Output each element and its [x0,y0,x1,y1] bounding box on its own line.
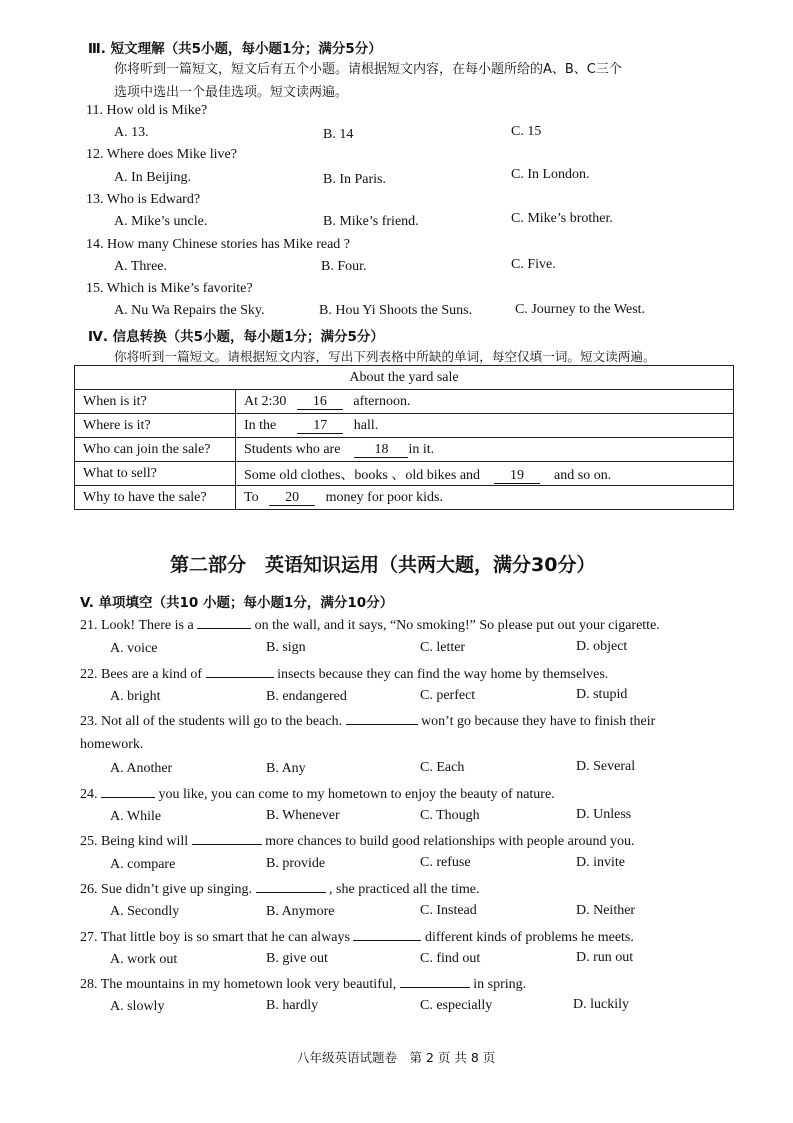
option-22-d: D. stupid [576,687,628,702]
option-21-d: D. object [576,639,628,654]
answer-blank-17: 17 [297,419,343,434]
section-4-title: Ⅳ. 信息转换（共5小题，每小题1分；满分5分） [88,329,384,345]
table-row [75,438,734,462]
section-4-instruction: 你将听到一篇短文。请根据短文内容，写出下列表格中所缺的单词，每空仅填一词。短文读两遍。 [114,349,656,364]
option-22-c: C. perfect [420,688,476,703]
option-26-d: D. Neither [576,903,636,918]
question-21: 21. Look! There is a on the wall, and it says, “No smoking!” So please put out your cigarette. [80,618,660,633]
option-13-b: B. Mike’s friend. [323,214,419,229]
question-24: 24. you like, you can come to my hometown to enjoy the beauty of nature. [80,787,555,802]
option-27-a: A. work out [110,952,178,967]
option-25-c: C. refuse [420,855,471,870]
option-21-b: B. sign [266,640,306,655]
option-24-b: B. Whenever [266,808,340,823]
option-23-b: B. Any [266,761,306,776]
question-23-cont: homework. [80,737,144,752]
answer-blank-20: 20 [269,491,315,506]
option-26-a: A. Secondly [110,904,180,919]
row-label: Where is it? [75,414,236,438]
option-23-d: D. Several [576,759,636,774]
option-13-c: C. Mike’s brother. [511,211,613,226]
blank-line [101,785,155,798]
option-14-c: C. Five. [511,257,556,272]
answer-blank-16: 16 [297,395,343,410]
section-3-title: Ⅲ. 短文理解（共5小题，每小题1分；满分5分） [88,41,382,57]
option-23-a: A. Another [110,761,173,776]
option-26-c: C. Instead [420,903,477,918]
option-27-c: C. find out [420,951,481,966]
option-15-b: B. Hou Yi Shoots the Suns. [319,303,473,318]
row-label: What to sell? [75,462,236,486]
option-28-a: A. slowly [110,999,165,1014]
option-24-c: C. Though [420,808,480,823]
option-28-d: D. luckily [573,997,629,1012]
row-label: Who can join the sale? [75,438,236,462]
answer-blank-19: 19 [494,469,540,484]
option-25-d: D. invite [576,855,625,870]
row-content: Some old clothes、books 、old bikes and 19 and so on. [236,462,734,486]
question-26: 26. Sue didn’t give up singing. , she practiced all the time. [80,882,480,897]
section-5-title: V. 单项填空（共10 小题；每小题1分，满分10分） [80,595,394,611]
page-footer: 八年级英语试题卷 第 2 页 共 8 页 [297,1050,496,1065]
option-22-b: B. endangered [266,689,347,704]
question-13: 13. Who is Edward? [86,192,201,207]
option-11-a: A. 13. [114,125,149,140]
option-27-d: D. run out [576,950,634,965]
option-21-a: A. voice [110,641,158,656]
blank-line [197,616,251,629]
row-content: To 20 money for poor kids. [236,486,734,510]
question-27: 27. That little boy is so smart that he can always different kinds of problems he meets. [80,930,634,945]
option-23-c: C. Each [420,760,465,775]
option-14-a: A. Three. [114,259,167,274]
question-15: 15. Which is Mike’s favorite? [86,281,253,296]
blank-line [192,832,262,845]
row-content: Students who are 18 in it. [236,438,734,462]
question-14: 14. How many Chinese stories has Mike read ? [86,237,350,252]
option-21-c: C. letter [420,640,466,655]
option-14-b: B. Four. [321,259,367,274]
question-23: 23. Not all of the students will go to the beach. won’t go because they have to finish their [80,714,656,729]
blank-line [353,928,421,941]
option-11-c: C. 15 [511,124,542,139]
option-11-b: B. 14 [323,127,354,142]
option-24-a: A. While [110,809,162,824]
table-row [75,486,734,510]
option-12-a: A. In Beijing. [114,170,191,185]
table-row [75,462,734,486]
option-28-b: B. hardly [266,998,319,1013]
table-row [75,390,734,414]
row-label: When is it? [75,390,236,414]
blank-line [206,665,274,678]
section-3-instruction-cont: 选项中选出一个最佳选项。短文读两遍。 [114,85,349,100]
question-12: 12. Where does Mike live? [86,147,237,162]
option-25-b: B. provide [266,856,326,871]
yard-sale-table [74,365,734,510]
option-13-a: A. Mike’s uncle. [114,214,208,229]
option-22-a: A. bright [110,689,161,704]
option-26-b: B. Anymore [266,904,335,919]
option-12-b: B. In Paris. [323,172,386,187]
option-27-b: B. give out [266,951,328,966]
row-content: At 2:30 16 afternoon. [236,390,734,414]
option-24-d: D. Unless [576,807,632,822]
part-2-title: 第二部分 英语知识运用（共两大题，满分30分） [170,554,596,576]
table-header: About the yard sale [75,366,734,390]
blank-line [256,880,326,893]
question-11: 11. How old is Mike? [86,103,208,118]
row-label: Why to have the sale? [75,486,236,510]
question-22: 22. Bees are a kind of insects because they can find the way home by themselves. [80,667,609,682]
blank-line [400,975,470,988]
blank-line [346,712,418,725]
section-3-instruction: 你将听到一篇短文，短文后有五个小题。请根据短文内容，在每小题所给的A、B、C三个 [114,62,622,77]
option-12-c: C. In London. [511,167,590,182]
row-content: In the 17 hall. [236,414,734,438]
table-row [75,414,734,438]
option-15-a: A. Nu Wa Repairs the Sky. [114,303,265,318]
question-25: 25. Being kind will more chances to build good relationships with people around you. [80,834,635,849]
option-25-a: A. compare [110,857,176,872]
option-15-c: C. Journey to the West. [515,302,646,317]
option-28-c: C. especially [420,998,493,1013]
answer-blank-18: 18 [354,443,408,458]
question-28: 28. The mountains in my hometown look very beautiful, in spring. [80,977,527,992]
